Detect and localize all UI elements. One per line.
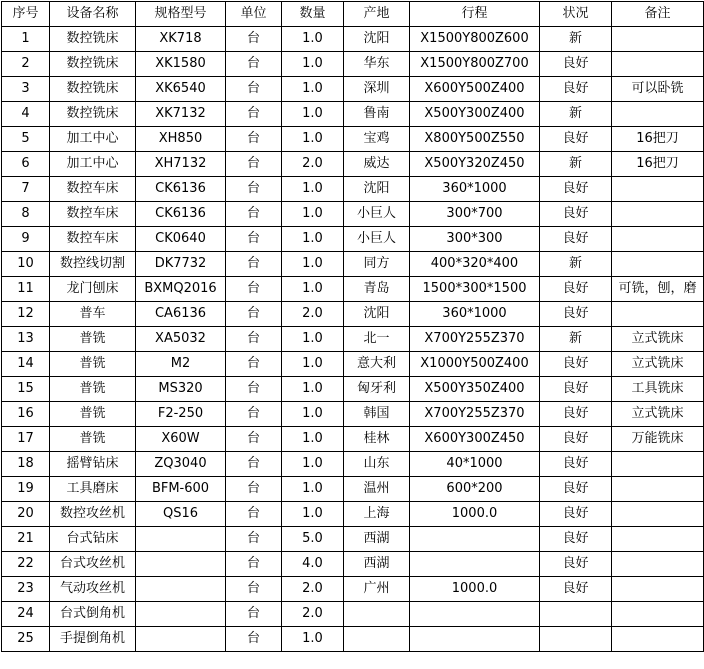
column-header-unit: 单位 <box>226 2 282 27</box>
cell-model: BXMQ2016 <box>136 277 226 302</box>
cell-status: 良好 <box>540 227 612 252</box>
cell-name: 手提倒角机 <box>50 627 136 652</box>
cell-model: XA5032 <box>136 327 226 352</box>
cell-qty: 5.0 <box>282 527 344 552</box>
cell-remark <box>612 477 704 502</box>
cell-qty: 1.0 <box>282 502 344 527</box>
cell-travel: 1000.0 <box>410 502 540 527</box>
table-row <box>2 27 704 52</box>
cell-name: 普铣 <box>50 352 136 377</box>
cell-remark: 16把刀 <box>612 127 704 152</box>
cell-name: 数控铣床 <box>50 27 136 52</box>
cell-travel: X500Y350Z400 <box>410 377 540 402</box>
cell-travel: 400*320*400 <box>410 252 540 277</box>
cell-origin: 华东 <box>344 52 410 77</box>
cell-qty: 1.0 <box>282 477 344 502</box>
cell-status: 良好 <box>540 527 612 552</box>
cell-travel <box>410 627 540 652</box>
cell-travel: X1500Y800Z700 <box>410 52 540 77</box>
cell-name: 台式钻床 <box>50 527 136 552</box>
cell-qty: 1.0 <box>282 77 344 102</box>
cell-travel: X600Y500Z400 <box>410 77 540 102</box>
cell-name: 台式倒角机 <box>50 602 136 627</box>
table-row <box>2 402 704 427</box>
cell-qty: 2.0 <box>282 152 344 177</box>
cell-model: BFM-600 <box>136 477 226 502</box>
table-row <box>2 502 704 527</box>
cell-origin: 温州 <box>344 477 410 502</box>
cell-model: F2-250 <box>136 402 226 427</box>
cell-remark: 工具铣床 <box>612 377 704 402</box>
cell-name: 数控车床 <box>50 227 136 252</box>
table-row <box>2 252 704 277</box>
cell-model: XH850 <box>136 127 226 152</box>
cell-qty: 1.0 <box>282 327 344 352</box>
cell-unit: 台 <box>226 402 282 427</box>
column-header-no: 序号 <box>2 2 50 27</box>
cell-travel <box>410 552 540 577</box>
cell-name: 台式攻丝机 <box>50 552 136 577</box>
cell-name: 加工中心 <box>50 152 136 177</box>
table-row <box>2 177 704 202</box>
cell-unit: 台 <box>226 152 282 177</box>
cell-status: 良好 <box>540 77 612 102</box>
cell-status: 良好 <box>540 502 612 527</box>
cell-name: 数控车床 <box>50 202 136 227</box>
cell-no: 13 <box>2 327 50 352</box>
cell-qty: 1.0 <box>282 352 344 377</box>
table-row <box>2 227 704 252</box>
cell-origin: 山东 <box>344 452 410 477</box>
cell-name: 普铣 <box>50 377 136 402</box>
cell-no: 2 <box>2 52 50 77</box>
cell-status: 良好 <box>540 302 612 327</box>
cell-qty: 1.0 <box>282 202 344 227</box>
cell-remark <box>612 102 704 127</box>
cell-status: 新 <box>540 327 612 352</box>
cell-no: 17 <box>2 427 50 452</box>
cell-remark <box>612 502 704 527</box>
cell-unit: 台 <box>226 352 282 377</box>
cell-remark <box>612 602 704 627</box>
cell-origin: 同方 <box>344 252 410 277</box>
cell-qty: 1.0 <box>282 127 344 152</box>
cell-remark: 可以卧铣 <box>612 77 704 102</box>
cell-travel: X600Y300Z450 <box>410 427 540 452</box>
cell-travel: X500Y320Z450 <box>410 152 540 177</box>
cell-unit: 台 <box>226 277 282 302</box>
cell-origin: 深圳 <box>344 77 410 102</box>
cell-no: 9 <box>2 227 50 252</box>
cell-model: ZQ3040 <box>136 452 226 477</box>
cell-unit: 台 <box>226 627 282 652</box>
cell-origin: 韩国 <box>344 402 410 427</box>
cell-origin <box>344 627 410 652</box>
cell-status: 良好 <box>540 202 612 227</box>
cell-remark <box>612 627 704 652</box>
cell-travel: 1500*300*1500 <box>410 277 540 302</box>
column-header-qty: 数量 <box>282 2 344 27</box>
cell-no: 25 <box>2 627 50 652</box>
cell-remark <box>612 577 704 602</box>
cell-qty: 2.0 <box>282 577 344 602</box>
cell-model <box>136 527 226 552</box>
cell-no: 8 <box>2 202 50 227</box>
cell-unit: 台 <box>226 177 282 202</box>
cell-model <box>136 552 226 577</box>
cell-model: CA6136 <box>136 302 226 327</box>
cell-qty: 1.0 <box>282 402 344 427</box>
cell-origin <box>344 602 410 627</box>
cell-no: 4 <box>2 102 50 127</box>
column-header-travel: 行程 <box>410 2 540 27</box>
cell-travel: 360*1000 <box>410 177 540 202</box>
cell-qty: 1.0 <box>282 427 344 452</box>
cell-no: 10 <box>2 252 50 277</box>
cell-status: 良好 <box>540 402 612 427</box>
cell-model: X60W <box>136 427 226 452</box>
cell-remark: 立式铣床 <box>612 352 704 377</box>
cell-unit: 台 <box>226 77 282 102</box>
cell-travel <box>410 527 540 552</box>
cell-remark <box>612 27 704 52</box>
cell-no: 23 <box>2 577 50 602</box>
cell-travel: 360*1000 <box>410 302 540 327</box>
cell-name: 数控线切割 <box>50 252 136 277</box>
cell-qty: 1.0 <box>282 452 344 477</box>
table-row <box>2 77 704 102</box>
cell-model: DK7732 <box>136 252 226 277</box>
cell-remark <box>612 552 704 577</box>
cell-model: CK6136 <box>136 202 226 227</box>
column-header-remark: 备注 <box>612 2 704 27</box>
cell-unit: 台 <box>226 202 282 227</box>
header-row <box>2 2 704 27</box>
cell-origin: 沈阳 <box>344 177 410 202</box>
cell-model: MS320 <box>136 377 226 402</box>
cell-status: 新 <box>540 27 612 52</box>
cell-travel: X1000Y500Z400 <box>410 352 540 377</box>
cell-model <box>136 627 226 652</box>
table-row <box>2 602 704 627</box>
cell-origin: 广州 <box>344 577 410 602</box>
column-header-status: 状况 <box>540 2 612 27</box>
cell-name: 数控铣床 <box>50 52 136 77</box>
cell-origin: 小巨人 <box>344 202 410 227</box>
table-row <box>2 152 704 177</box>
cell-model: CK6136 <box>136 177 226 202</box>
cell-travel: 600*200 <box>410 477 540 502</box>
cell-no: 11 <box>2 277 50 302</box>
cell-no: 21 <box>2 527 50 552</box>
cell-unit: 台 <box>226 452 282 477</box>
cell-qty: 1.0 <box>282 27 344 52</box>
cell-model: QS16 <box>136 502 226 527</box>
cell-unit: 台 <box>226 377 282 402</box>
cell-remark: 立式铣床 <box>612 327 704 352</box>
cell-status: 良好 <box>540 477 612 502</box>
cell-status: 良好 <box>540 127 612 152</box>
equipment-sheet <box>0 1 704 652</box>
cell-status: 良好 <box>540 352 612 377</box>
cell-status <box>540 627 612 652</box>
cell-qty: 1.0 <box>282 377 344 402</box>
cell-qty: 2.0 <box>282 602 344 627</box>
cell-remark <box>612 527 704 552</box>
cell-no: 22 <box>2 552 50 577</box>
cell-remark <box>612 252 704 277</box>
cell-no: 12 <box>2 302 50 327</box>
cell-origin: 沈阳 <box>344 27 410 52</box>
cell-travel: X800Y500Z550 <box>410 127 540 152</box>
cell-unit: 台 <box>226 27 282 52</box>
cell-name: 摇臂钻床 <box>50 452 136 477</box>
cell-qty: 1.0 <box>282 627 344 652</box>
cell-status: 良好 <box>540 177 612 202</box>
cell-origin: 西湖 <box>344 552 410 577</box>
cell-unit: 台 <box>226 502 282 527</box>
table-row <box>2 52 704 77</box>
cell-qty: 1.0 <box>282 177 344 202</box>
cell-status: 良好 <box>540 577 612 602</box>
cell-remark <box>612 177 704 202</box>
table-row <box>2 577 704 602</box>
equipment-table <box>1 1 704 652</box>
table-row <box>2 327 704 352</box>
cell-status: 良好 <box>540 552 612 577</box>
cell-name: 气动攻丝机 <box>50 577 136 602</box>
cell-model: M2 <box>136 352 226 377</box>
cell-name: 工具磨床 <box>50 477 136 502</box>
cell-origin: 沈阳 <box>344 302 410 327</box>
table-row <box>2 102 704 127</box>
table-row <box>2 302 704 327</box>
cell-status: 良好 <box>540 377 612 402</box>
cell-name: 普铣 <box>50 427 136 452</box>
cell-no: 16 <box>2 402 50 427</box>
cell-remark: 万能铣床 <box>612 427 704 452</box>
table-row <box>2 627 704 652</box>
cell-origin: 西湖 <box>344 527 410 552</box>
cell-travel: X700Y255Z370 <box>410 402 540 427</box>
cell-qty: 1.0 <box>282 252 344 277</box>
cell-remark <box>612 52 704 77</box>
cell-remark: 可铣，刨，磨 <box>612 277 704 302</box>
cell-status: 良好 <box>540 277 612 302</box>
cell-status: 新 <box>540 102 612 127</box>
cell-origin: 上海 <box>344 502 410 527</box>
cell-name: 数控铣床 <box>50 77 136 102</box>
table-body <box>2 27 704 652</box>
cell-status: 新 <box>540 252 612 277</box>
cell-no: 15 <box>2 377 50 402</box>
cell-unit: 台 <box>226 527 282 552</box>
cell-travel: X700Y255Z370 <box>410 327 540 352</box>
cell-name: 数控车床 <box>50 177 136 202</box>
cell-status: 良好 <box>540 52 612 77</box>
cell-no: 20 <box>2 502 50 527</box>
table-row <box>2 277 704 302</box>
cell-origin: 宝鸡 <box>344 127 410 152</box>
table-row <box>2 377 704 402</box>
cell-origin: 小巨人 <box>344 227 410 252</box>
cell-remark <box>612 202 704 227</box>
cell-status: 良好 <box>540 452 612 477</box>
cell-qty: 1.0 <box>282 102 344 127</box>
table-row <box>2 127 704 152</box>
cell-model: XK718 <box>136 27 226 52</box>
cell-origin: 北一 <box>344 327 410 352</box>
cell-qty: 1.0 <box>282 227 344 252</box>
cell-origin: 意大利 <box>344 352 410 377</box>
cell-remark <box>612 227 704 252</box>
cell-origin: 匈牙利 <box>344 377 410 402</box>
cell-name: 数控铣床 <box>50 102 136 127</box>
cell-status <box>540 602 612 627</box>
cell-name: 龙门刨床 <box>50 277 136 302</box>
cell-no: 19 <box>2 477 50 502</box>
cell-no: 1 <box>2 27 50 52</box>
table-row <box>2 427 704 452</box>
cell-unit: 台 <box>226 427 282 452</box>
cell-origin: 威达 <box>344 152 410 177</box>
cell-qty: 1.0 <box>282 277 344 302</box>
column-header-name: 设备名称 <box>50 2 136 27</box>
cell-model: XK6540 <box>136 77 226 102</box>
cell-origin: 鲁南 <box>344 102 410 127</box>
cell-unit: 台 <box>226 552 282 577</box>
cell-unit: 台 <box>226 577 282 602</box>
cell-travel: X500Y300Z400 <box>410 102 540 127</box>
cell-unit: 台 <box>226 227 282 252</box>
table-row <box>2 527 704 552</box>
table-row <box>2 202 704 227</box>
cell-name: 数控攻丝机 <box>50 502 136 527</box>
cell-model: CK0640 <box>136 227 226 252</box>
cell-unit: 台 <box>226 602 282 627</box>
cell-status: 新 <box>540 152 612 177</box>
cell-qty: 2.0 <box>282 302 344 327</box>
table-row <box>2 452 704 477</box>
cell-travel: 300*300 <box>410 227 540 252</box>
cell-unit: 台 <box>226 52 282 77</box>
cell-origin: 青岛 <box>344 277 410 302</box>
cell-model <box>136 577 226 602</box>
cell-travel: 40*1000 <box>410 452 540 477</box>
table-row <box>2 477 704 502</box>
cell-travel: X1500Y800Z600 <box>410 27 540 52</box>
cell-origin: 桂林 <box>344 427 410 452</box>
cell-name: 加工中心 <box>50 127 136 152</box>
cell-model: XH7132 <box>136 152 226 177</box>
column-header-origin: 产地 <box>344 2 410 27</box>
cell-no: 5 <box>2 127 50 152</box>
cell-travel: 300*700 <box>410 202 540 227</box>
cell-travel: 1000.0 <box>410 577 540 602</box>
cell-qty: 4.0 <box>282 552 344 577</box>
table-row <box>2 352 704 377</box>
cell-unit: 台 <box>226 102 282 127</box>
cell-travel <box>410 602 540 627</box>
cell-unit: 台 <box>226 252 282 277</box>
cell-no: 14 <box>2 352 50 377</box>
cell-qty: 1.0 <box>282 52 344 77</box>
cell-model: XK7132 <box>136 102 226 127</box>
cell-remark <box>612 302 704 327</box>
cell-status: 良好 <box>540 427 612 452</box>
cell-no: 3 <box>2 77 50 102</box>
cell-name: 普铣 <box>50 402 136 427</box>
cell-no: 7 <box>2 177 50 202</box>
cell-unit: 台 <box>226 327 282 352</box>
cell-model <box>136 602 226 627</box>
cell-remark: 立式铣床 <box>612 402 704 427</box>
table-header <box>2 2 704 27</box>
cell-remark: 16把刀 <box>612 152 704 177</box>
column-header-model: 规格型号 <box>136 2 226 27</box>
cell-no: 6 <box>2 152 50 177</box>
cell-unit: 台 <box>226 127 282 152</box>
cell-unit: 台 <box>226 477 282 502</box>
cell-name: 普车 <box>50 302 136 327</box>
table-row <box>2 552 704 577</box>
cell-remark <box>612 452 704 477</box>
cell-no: 18 <box>2 452 50 477</box>
cell-model: XK1580 <box>136 52 226 77</box>
cell-name: 普铣 <box>50 327 136 352</box>
cell-no: 24 <box>2 602 50 627</box>
cell-unit: 台 <box>226 302 282 327</box>
